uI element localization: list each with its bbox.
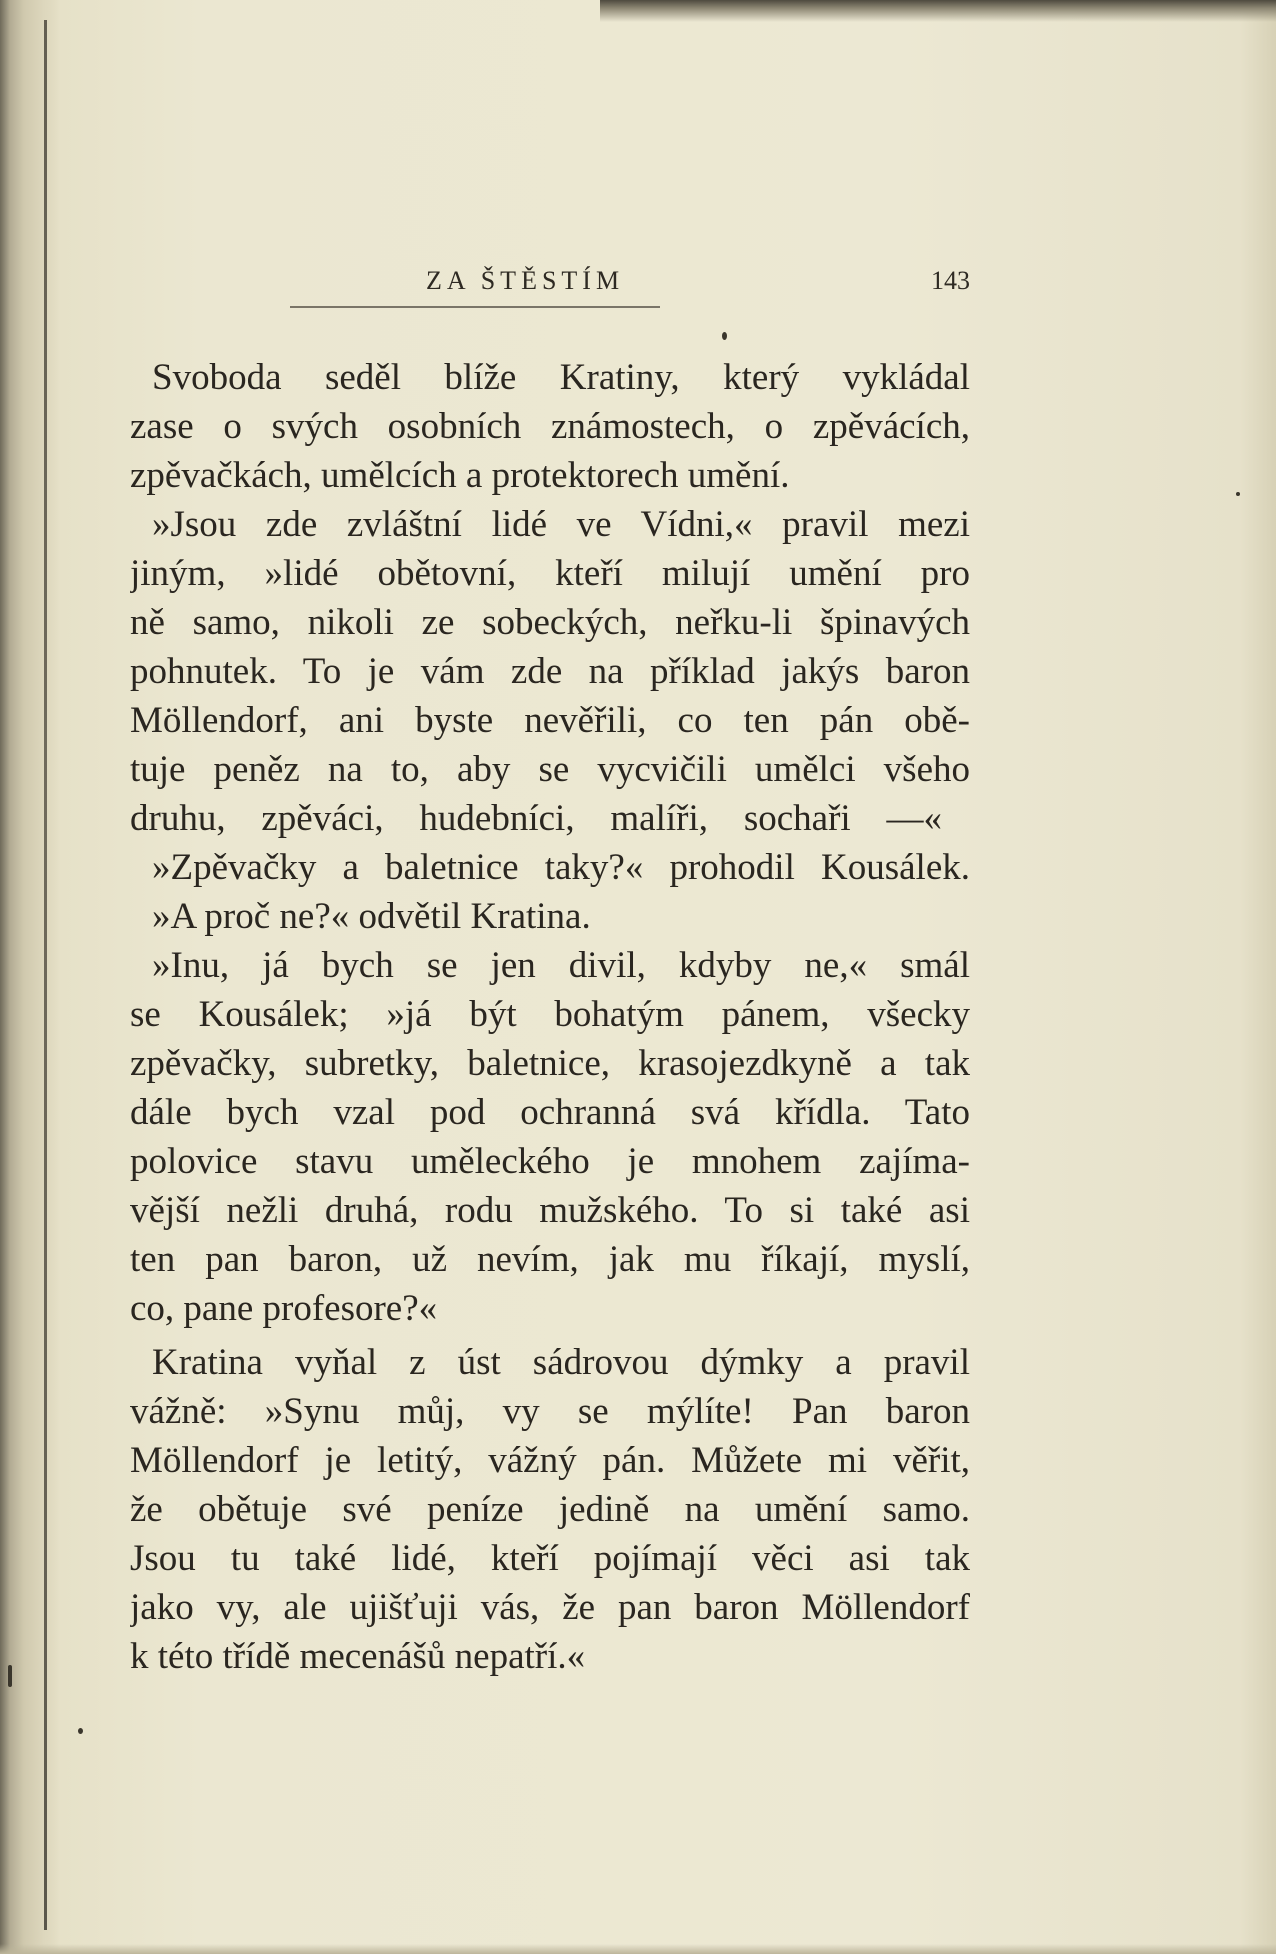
text-line: k této třídě mecenášů nepatří.« — [130, 1636, 586, 1677]
text-line: že obětuje své peníze jedině na umění samo. — [130, 1489, 970, 1530]
text-line: dále bych vzal pod ochranná svá křídla. Tato — [130, 1092, 970, 1133]
text-line: vější nežli druhá, rodu mužského. To si také asi — [130, 1190, 970, 1231]
text-line: ten pan baron, už nevím, jak mu říkají, myslí, — [130, 1239, 970, 1280]
text-line: co, pane profesore?« — [130, 1288, 438, 1329]
text-line: »Zpěvačky a baletnice taky?« prohodil Kousálek. — [152, 847, 970, 888]
text-line: polovice stavu uměleckého je mnohem zajíma- — [130, 1141, 970, 1182]
text-line: jako vy, ale ujišťuji vás, že pan baron Möllendorf — [130, 1587, 970, 1628]
running-title: ZA ŠTĚSTÍM — [426, 266, 625, 295]
text-line: jiným, »lidé obětovní, kteří milují umění pro — [130, 553, 970, 594]
text-line: ně samo, nikoli ze sobeckých, neřku-li špinavých — [130, 602, 970, 643]
text-line: Jsou tu také lidé, kteří pojímají věci asi tak — [130, 1538, 970, 1579]
text-line: zpěvačky, subretky, baletnice, krasojezdkyně a tak — [130, 1043, 970, 1084]
ink-speck — [8, 1665, 12, 1687]
text-line: Svoboda seděl blíže Kratiny, který vykládal — [152, 357, 970, 398]
page-header — [290, 266, 970, 306]
text-line: »A proč ne?« odvětil Kratina. — [152, 896, 591, 937]
book-spine-shadow — [0, 0, 60, 1954]
text-line: se Kousálek; »já být bohatým pánem, všecky — [130, 994, 970, 1035]
text-line: druhu, zpěváci, hudebníci, malíři, sochaři —« — [130, 798, 942, 839]
text-line: »Jsou zde zvláštní lidé ve Vídni,« pravil mezi — [152, 504, 970, 545]
text-line: Möllendorf, ani byste nevěřili, co ten pán obě- — [130, 700, 970, 741]
text-line: pohnutek. To je vám zde na příklad jakýs baron — [130, 651, 970, 692]
header-rule — [290, 306, 660, 308]
binding-edge — [44, 20, 47, 1930]
ink-speck — [722, 332, 727, 340]
ink-speck — [1236, 492, 1240, 496]
text-line: vážně: »Synu můj, vy se mýlíte! Pan baron — [130, 1391, 970, 1432]
page-number: 143 — [931, 266, 970, 295]
text-line: Kratina vyňal z úst sádrovou dýmky a pravil — [152, 1342, 970, 1383]
ink-speck — [78, 1728, 83, 1734]
text-line: tuje peněz na to, aby se vycvičili umělci všeho — [130, 749, 970, 790]
text-line: zase o svých osobních známostech, o zpěvácích, — [130, 406, 970, 447]
page-bottom-edge — [0, 1944, 1276, 1954]
page-top-edge — [600, 0, 1276, 22]
text-line: Möllendorf je letitý, vážný pán. Můžete mi věřit, — [130, 1440, 970, 1481]
text-line: »Inu, já bych se jen divil, kdyby ne,« smál — [152, 945, 970, 986]
text-line: zpěvačkách, umělcích a protektorech umění. — [130, 455, 790, 496]
